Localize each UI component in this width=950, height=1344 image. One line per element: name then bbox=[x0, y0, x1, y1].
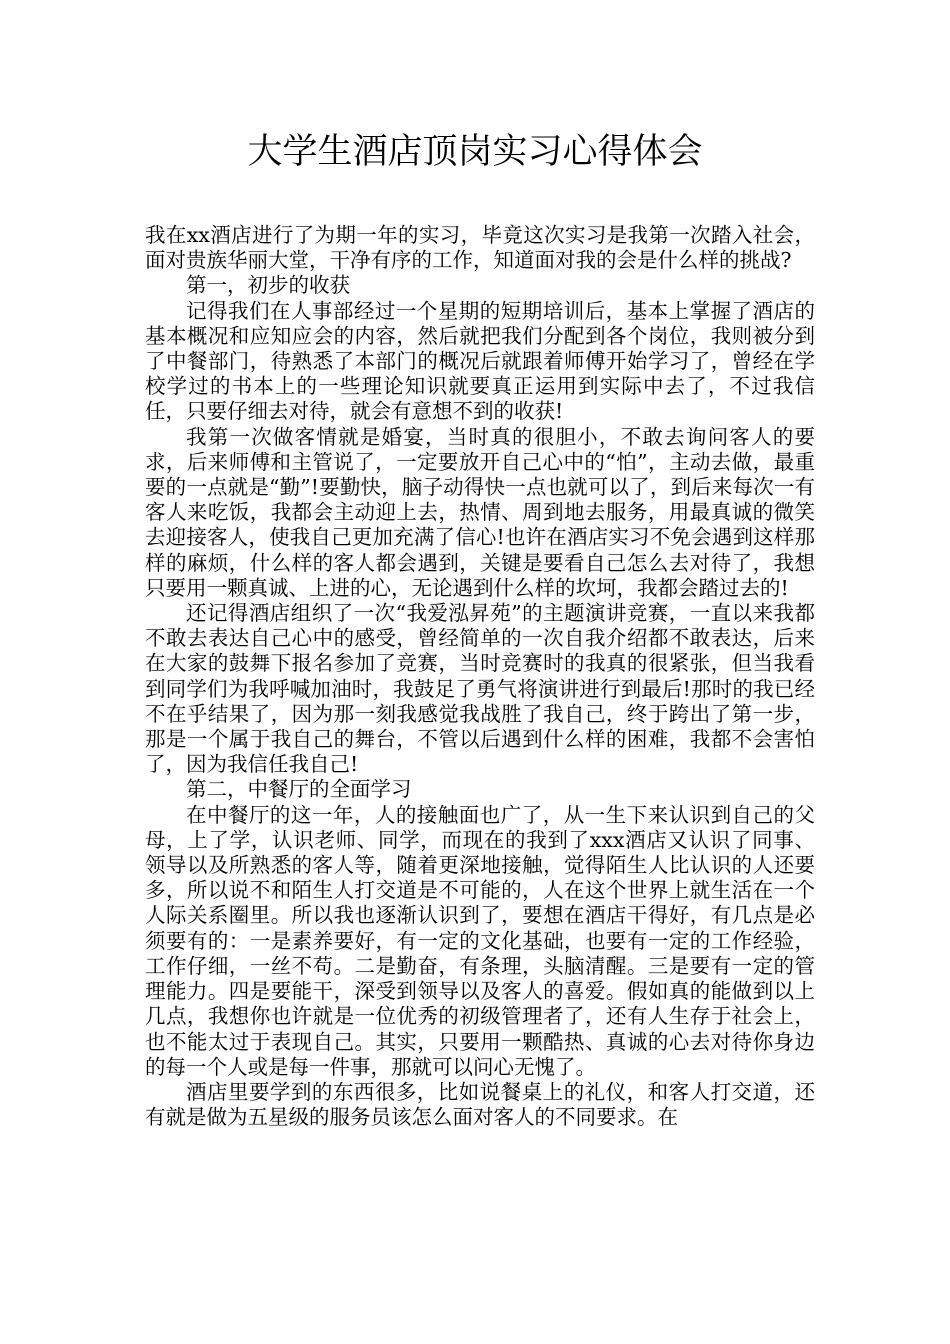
document-title: 大学生酒店顶岗实习心得体会 bbox=[247, 132, 703, 172]
paragraph: 记得我们在人事部经过一个星期的短期培训后，基本上掌握了酒店的基本概况和应知应会的内容，然后就把我们分配到各个岗位，我则被分到了中餐部门，待熟悉了本部门的概况后就跟着师傅开始学习了，曾经在学校学过的书本上的一些理论知识就要真正运用到实际中去了，不过我信任，只要仔细去对待，就会有意想不到的收获! bbox=[145, 298, 815, 424]
section-heading-1: 第一，初步的收获 bbox=[186, 273, 350, 298]
section-heading-2: 第二，中餐厅的全面学习 bbox=[186, 777, 412, 802]
paragraph-intro: 我在xx酒店进行了为期一年的实习，毕竟这次实习是我第一次踏入社会，面对贵族华丽大堂，干净有序的工作，知道面对我的会是什么样的挑战? bbox=[145, 223, 815, 273]
paragraph: 我第一次做客情就是婚宴，当时真的很胆小，不敢去询问客人的要求，后来师傅和主管说了，一定要放开自己心中的“怕”，主动去做，最重要的一点就是“勤”!要勤快，脑子动得快一点也就可以了，到后来每次一有客人来吃饭，我都会主动迎上去，热情、周到地去服务，用最真诚的微笑去迎接客人，使我自己更加充满了信心!也许在酒店实习不免会遇到这样那样的麻烦，什么样的客人都会遇到，关键是要看自己怎么去对待了，我想只要用一颗真诚、上进的心，无论遇到什么样的坎坷，我都会踏过去的! bbox=[145, 424, 815, 600]
paragraph: 酒店里要学到的东西很多，比如说餐桌上的礼仪，和客人打交道，还有就是做为五星级的服务员该怎么面对客人的不同要求。在 bbox=[145, 1079, 815, 1130]
paragraph: 还记得酒店组织了一次“我爱泓昇苑”的主题演讲竞赛，一直以来我都不敢去表达自己心中的感受，曾经简单的一次自我介绍都不敢表达，后来在大家的鼓舞下报名参加了竞赛，当时竞赛时的我真的很紧张，但当我看到同学们为我呼喊加油时，我鼓足了勇气将演讲进行到最后!那时的我已经不在乎结果了，因为那一刻我感觉我战胜了我自己，终于跨出了第一步，那是一个属于我自己的舞台，不管以后遇到什么样的困难，我都不会害怕了，因为我信任我自己! bbox=[145, 601, 815, 777]
paragraph: 在中餐厅的这一年，人的接触面也广了，从一生下来认识到自己的父母，上了学，认识老师、同学，而现在的我到了xxx酒店又认识了同事、领导以及所熟悉的客人等，随着更深地接触，觉得陌生人比认识的人还要多，所以说不和陌生人打交道是不可能的，人在这个世界上就生活在一个人际关系圈里。所以我也逐渐认识到了，要想在酒店干得好，有几点是必须要有的：一是素养要好，有一定的文化基础，也要有一定的工作经验，工作仔细，一丝不苟。二是勤奋，有条理，头脑清醒。三是要有一定的管理能力。四是要能干，深受到领导以及客人的喜爱。假如真的能做到以上几点，我想你也许就是一位优秀的初级管理者了，还有人生存于社会上，也不能太过于表现自己。其实，只要用一颗酷热、真诚的心去对待你身边的每一个人或是每一件事，那就可以问心无愧了。 bbox=[145, 802, 815, 1079]
document-body bbox=[145, 223, 815, 1130]
